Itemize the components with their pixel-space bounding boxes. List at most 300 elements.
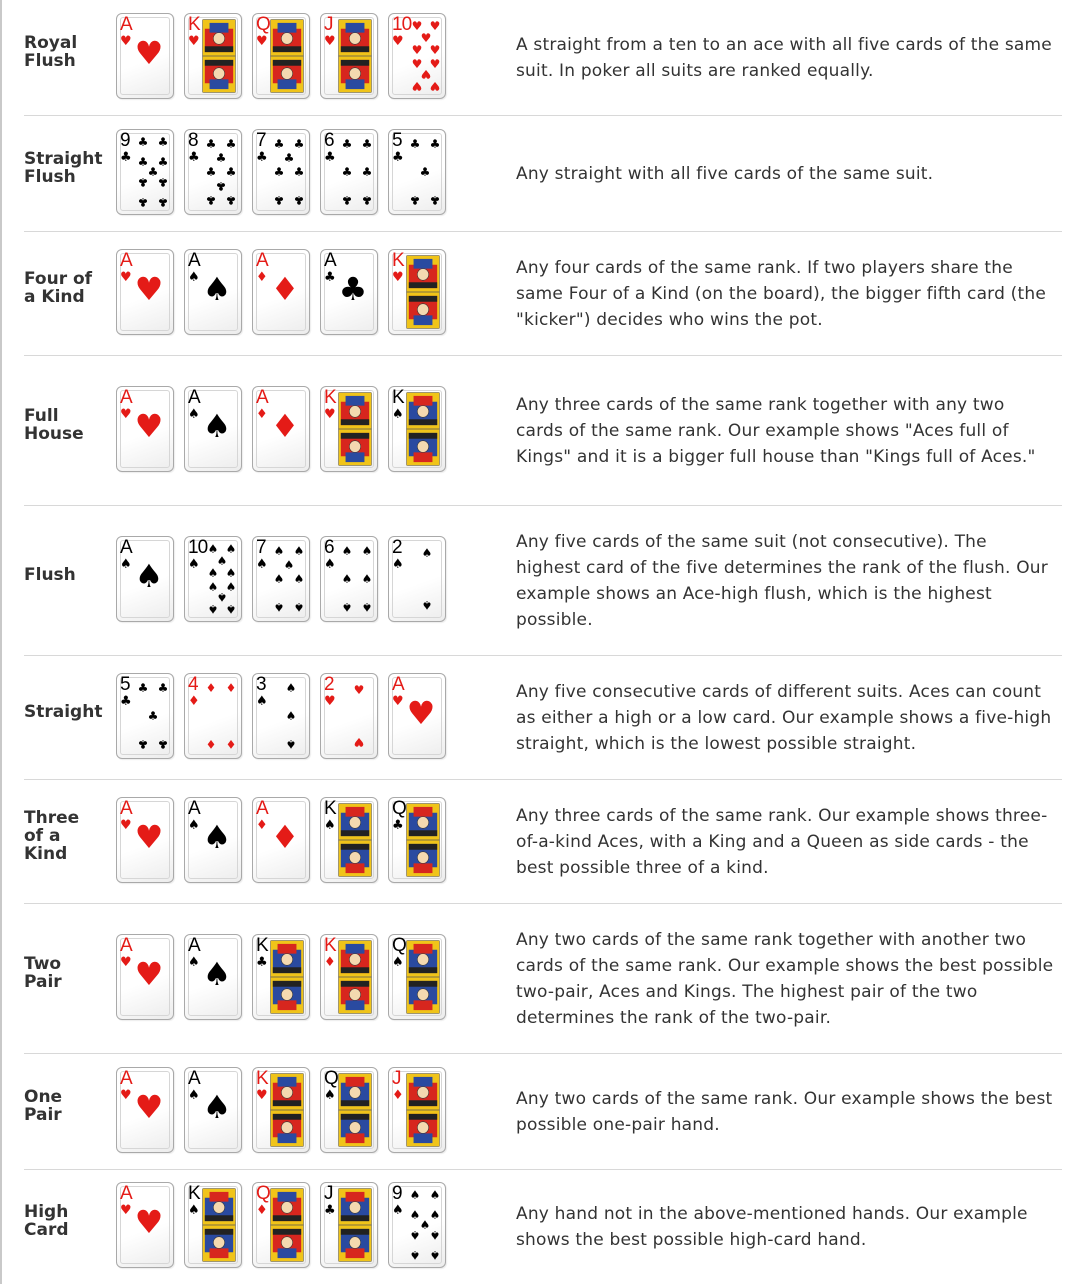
clubs-icon: ♣ xyxy=(293,137,305,151)
hand-name: Two Pair xyxy=(24,954,62,992)
card-rank: 6 xyxy=(324,537,334,558)
card-rank: 3 xyxy=(256,674,266,695)
hearts-icon: ♥ xyxy=(324,694,336,709)
hearts-icon: ♥ xyxy=(411,57,423,71)
playing-card xyxy=(116,536,174,622)
clubs-icon: ♣ xyxy=(419,165,431,179)
spades-icon: ♠ xyxy=(409,1248,421,1262)
face-card-figure xyxy=(270,940,304,1014)
hearts-icon: ♥ xyxy=(392,34,404,49)
playing-card xyxy=(320,386,378,472)
clubs-icon: ♣ xyxy=(409,193,421,207)
playing-card xyxy=(388,249,446,335)
spades-icon: ♠ xyxy=(429,1228,441,1242)
card-rank: J xyxy=(392,1068,401,1089)
card-rank: A xyxy=(120,537,132,558)
hearts-icon: ♥ xyxy=(120,818,132,833)
face-card-figure-icon xyxy=(406,940,440,1014)
clubs-icon: ♣ xyxy=(188,150,200,165)
clubs-icon: ♣ xyxy=(157,737,169,751)
clubs-icon: ♣ xyxy=(429,193,441,207)
spades-icon: ♠ xyxy=(202,818,232,856)
hand-description: Any five consecutive cards of different suits. Aces can count as either a high or a low card. Our example shows a five-high straight, which is the lowest possible straight. xyxy=(516,682,1052,754)
spades-icon: ♠ xyxy=(207,602,219,616)
card-rank: K xyxy=(324,387,336,408)
spades-icon: ♠ xyxy=(188,1203,200,1218)
hearts-icon: ♥ xyxy=(324,34,336,49)
diamonds-icon: ♦ xyxy=(256,818,268,833)
playing-card xyxy=(252,797,310,883)
playing-card xyxy=(320,13,378,99)
playing-card xyxy=(252,129,310,215)
playing-card xyxy=(388,536,446,622)
hearts-icon: ♥ xyxy=(256,34,268,49)
diamonds-icon: ♦ xyxy=(256,407,268,422)
face-card-figure-icon xyxy=(338,940,372,1014)
spades-icon: ♠ xyxy=(285,709,297,723)
clubs-icon: ♣ xyxy=(137,195,149,209)
playing-card xyxy=(388,386,446,472)
spades-icon: ♠ xyxy=(202,407,232,445)
card-rank: Q xyxy=(392,798,406,819)
spades-icon: ♠ xyxy=(409,1228,421,1242)
hand-row xyxy=(24,506,1062,656)
card-rank: K xyxy=(324,798,336,819)
hearts-icon: ♥ xyxy=(353,735,365,749)
diamonds-icon: ♦ xyxy=(256,270,268,285)
card-rank: K xyxy=(392,387,404,408)
playing-card xyxy=(320,673,378,759)
spades-icon: ♠ xyxy=(429,1248,441,1262)
card-rank: 9 xyxy=(392,1183,402,1204)
card-rank: 10 xyxy=(392,14,412,35)
hearts-icon: ♥ xyxy=(120,270,132,285)
clubs-icon: ♣ xyxy=(137,681,149,695)
hand-name: Four of a Kind xyxy=(24,269,93,307)
spades-icon: ♠ xyxy=(421,598,433,612)
clubs-icon: ♣ xyxy=(256,955,268,970)
card-rank: K xyxy=(256,1068,268,1089)
clubs-icon: ♣ xyxy=(273,193,285,207)
hearts-icon: ♥ xyxy=(134,34,164,72)
playing-card xyxy=(320,249,378,335)
hearts-icon: ♥ xyxy=(134,407,164,445)
playing-card xyxy=(388,1182,446,1268)
spades-icon: ♠ xyxy=(225,580,237,594)
playing-card xyxy=(184,536,242,622)
spades-icon: ♠ xyxy=(392,1203,404,1218)
spades-icon: ♠ xyxy=(188,407,200,422)
card-rank: Q xyxy=(256,1183,270,1204)
diamonds-icon: ♦ xyxy=(324,955,336,970)
playing-card xyxy=(184,386,242,472)
playing-card xyxy=(184,1067,242,1153)
playing-card xyxy=(116,1067,174,1153)
spades-icon: ♠ xyxy=(341,572,353,586)
face-card-figure xyxy=(270,1188,304,1262)
clubs-icon: ♣ xyxy=(341,137,353,151)
clubs-icon: ♣ xyxy=(361,137,373,151)
card-rank: A xyxy=(188,798,200,819)
hand-description: Any hand not in the above-mentioned hands. Our example shows the best possible high-card hand. xyxy=(516,1204,1028,1250)
playing-card xyxy=(116,13,174,99)
spades-icon: ♠ xyxy=(361,600,373,614)
spades-icon: ♠ xyxy=(120,557,132,572)
hand-name: High Card xyxy=(24,1202,69,1240)
hearts-icon: ♥ xyxy=(120,1088,132,1103)
hearts-icon: ♥ xyxy=(324,407,336,422)
diamonds-icon: ♦ xyxy=(225,737,237,751)
card-rank: K xyxy=(188,14,200,35)
playing-card xyxy=(252,386,310,472)
card-rank: Q xyxy=(392,935,406,956)
playing-card xyxy=(116,1182,174,1268)
playing-card xyxy=(252,673,310,759)
face-card-figure-icon xyxy=(270,19,304,93)
face-card-figure-icon xyxy=(202,19,236,93)
spades-icon: ♠ xyxy=(188,955,200,970)
card-rank: Q xyxy=(324,1068,338,1089)
playing-card xyxy=(184,934,242,1020)
playing-card xyxy=(388,797,446,883)
card-rank: A xyxy=(392,674,404,695)
clubs-icon: ♣ xyxy=(147,709,159,723)
clubs-icon: ♣ xyxy=(341,165,353,179)
playing-card xyxy=(116,673,174,759)
spades-icon: ♠ xyxy=(225,566,237,580)
playing-card xyxy=(252,13,310,99)
card-rank: J xyxy=(324,14,333,35)
playing-card xyxy=(252,934,310,1020)
spades-icon: ♠ xyxy=(134,557,164,595)
hearts-icon: ♥ xyxy=(134,955,164,993)
clubs-icon: ♣ xyxy=(338,270,368,308)
card-rank: K xyxy=(324,935,336,956)
face-card-figure-icon xyxy=(338,803,372,877)
clubs-icon: ♣ xyxy=(256,150,268,165)
clubs-icon: ♣ xyxy=(392,818,404,833)
clubs-icon: ♣ xyxy=(409,137,421,151)
face-card-figure xyxy=(270,1073,304,1147)
spades-icon: ♠ xyxy=(202,955,232,993)
hand-name: Full House xyxy=(24,406,84,444)
hand-row xyxy=(24,780,1062,904)
hand-row xyxy=(24,904,1062,1054)
playing-card xyxy=(320,1182,378,1268)
spades-icon: ♠ xyxy=(225,542,237,556)
playing-card xyxy=(320,1067,378,1153)
spades-icon: ♠ xyxy=(392,955,404,970)
hearts-icon: ♥ xyxy=(429,57,441,71)
face-card-figure xyxy=(202,19,236,93)
left-border xyxy=(0,0,2,1284)
hand-description: Any five cards of the same suit (not consecutive). The highest card of the five determines the rank of the flush. Our example shows an Ace-high flush, which is the highest possible. xyxy=(516,532,1048,630)
spades-icon: ♠ xyxy=(419,1218,431,1232)
hand-description: Any three cards of the same rank together with any two cards of the same rank. Our example shows "Aces full of Kings" and it is a bigger full house than "Kings full of Aces." xyxy=(516,395,1036,467)
hand-row xyxy=(24,1170,1062,1283)
spades-icon: ♠ xyxy=(392,407,404,422)
clubs-icon: ♣ xyxy=(429,137,441,151)
playing-card xyxy=(320,536,378,622)
spades-icon: ♠ xyxy=(324,557,336,572)
spades-icon: ♠ xyxy=(341,544,353,558)
playing-card xyxy=(320,934,378,1020)
playing-card xyxy=(116,249,174,335)
spades-icon: ♠ xyxy=(256,694,268,709)
hand-row xyxy=(24,0,1062,116)
hand-name: Royal Flush xyxy=(24,33,78,71)
hand-name: One Pair xyxy=(24,1087,63,1125)
diamonds-icon: ♦ xyxy=(270,270,300,308)
playing-card xyxy=(116,386,174,472)
face-card-figure xyxy=(202,1188,236,1262)
diamonds-icon: ♦ xyxy=(205,681,217,695)
clubs-icon: ♣ xyxy=(147,165,159,179)
spades-icon: ♠ xyxy=(188,270,200,285)
face-card-figure xyxy=(338,803,372,877)
clubs-icon: ♣ xyxy=(215,151,227,165)
spades-icon: ♠ xyxy=(409,1208,421,1222)
spades-icon: ♠ xyxy=(429,1208,441,1222)
clubs-icon: ♣ xyxy=(341,193,353,207)
spades-icon: ♠ xyxy=(324,1088,336,1103)
face-card-figure xyxy=(338,392,372,466)
diamonds-icon: ♦ xyxy=(225,681,237,695)
card-rank: A xyxy=(256,250,268,271)
spades-icon: ♠ xyxy=(283,558,295,572)
spades-icon: ♠ xyxy=(207,542,219,556)
clubs-icon: ♣ xyxy=(283,151,295,165)
hearts-icon: ♥ xyxy=(420,31,432,45)
face-card-figure-icon xyxy=(270,1188,304,1262)
face-card-figure xyxy=(406,803,440,877)
diamonds-icon: ♦ xyxy=(392,1088,404,1103)
hand-description: A straight from a ten to an ace with all five cards of the same suit. In poker all suits are ranked equally. xyxy=(516,35,1052,81)
clubs-icon: ♣ xyxy=(205,165,217,179)
spades-icon: ♠ xyxy=(361,572,373,586)
face-card-figure-icon xyxy=(338,19,372,93)
hearts-icon: ♥ xyxy=(429,79,441,93)
hearts-icon: ♥ xyxy=(353,683,365,697)
spades-icon: ♠ xyxy=(324,818,336,833)
spades-icon: ♠ xyxy=(392,557,404,572)
card-rank: A xyxy=(256,798,268,819)
card-rank: K xyxy=(392,250,404,271)
clubs-icon: ♣ xyxy=(392,150,404,165)
clubs-icon: ♣ xyxy=(273,137,285,151)
card-rank: A xyxy=(120,1068,132,1089)
playing-card xyxy=(252,536,310,622)
face-card-figure xyxy=(338,1073,372,1147)
clubs-icon: ♣ xyxy=(361,193,373,207)
hearts-icon: ♥ xyxy=(134,818,164,856)
spades-icon: ♠ xyxy=(273,600,285,614)
card-rank: A xyxy=(120,935,132,956)
card-rank: A xyxy=(120,1183,132,1204)
clubs-icon: ♣ xyxy=(273,165,285,179)
diamonds-icon: ♦ xyxy=(205,737,217,751)
hand-row xyxy=(24,656,1062,780)
spades-icon: ♠ xyxy=(225,602,237,616)
hearts-icon: ♥ xyxy=(120,1203,132,1218)
card-rank: 5 xyxy=(392,130,402,151)
playing-card xyxy=(184,797,242,883)
clubs-icon: ♣ xyxy=(157,135,169,149)
diamonds-icon: ♦ xyxy=(188,694,200,709)
hearts-icon: ♥ xyxy=(411,43,423,57)
hearts-icon: ♥ xyxy=(134,1203,164,1241)
card-rank: 4 xyxy=(188,674,198,695)
face-card-figure-icon xyxy=(406,255,440,329)
hand-description: Any three cards of the same rank. Our example shows three-of-a-kind Aces, with a King and a Queen as side cards - the best possible three of a kind. xyxy=(516,806,1048,878)
face-card-figure xyxy=(270,19,304,93)
spades-icon: ♠ xyxy=(216,554,228,568)
playing-card xyxy=(184,249,242,335)
playing-card xyxy=(184,129,242,215)
spades-icon: ♠ xyxy=(293,600,305,614)
clubs-icon: ♣ xyxy=(215,179,227,193)
card-rank: A xyxy=(188,387,200,408)
playing-card xyxy=(252,249,310,335)
clubs-icon: ♣ xyxy=(120,694,132,709)
face-card-figure-icon xyxy=(406,1073,440,1147)
playing-card xyxy=(320,797,378,883)
face-card-figure xyxy=(338,1188,372,1262)
face-card-figure-icon xyxy=(270,940,304,1014)
face-card-figure xyxy=(338,940,372,1014)
diamonds-icon: ♦ xyxy=(270,818,300,856)
hearts-icon: ♥ xyxy=(134,270,164,308)
hearts-icon: ♥ xyxy=(406,694,436,732)
hand-name: Flush xyxy=(24,565,76,585)
clubs-icon: ♣ xyxy=(225,137,237,151)
card-rank: 7 xyxy=(256,130,266,151)
card-rank: 8 xyxy=(188,130,198,151)
spades-icon: ♠ xyxy=(285,681,297,695)
card-rank: 2 xyxy=(392,537,402,558)
spades-icon: ♠ xyxy=(293,544,305,558)
spades-icon: ♠ xyxy=(256,557,268,572)
spades-icon: ♠ xyxy=(429,1188,441,1202)
clubs-icon: ♣ xyxy=(157,195,169,209)
card-rank: A xyxy=(188,935,200,956)
card-rank: A xyxy=(324,250,336,271)
face-card-figure-icon xyxy=(202,1188,236,1262)
clubs-icon: ♣ xyxy=(324,270,336,285)
hand-name: Three of a Kind xyxy=(24,808,80,864)
spades-icon: ♠ xyxy=(202,1088,232,1126)
spades-icon: ♠ xyxy=(216,590,228,604)
spades-icon: ♠ xyxy=(285,737,297,751)
card-rank: 10 xyxy=(188,537,208,558)
hearts-icon: ♥ xyxy=(120,34,132,49)
card-rank: A xyxy=(120,250,132,271)
clubs-icon: ♣ xyxy=(137,135,149,149)
spades-icon: ♠ xyxy=(409,1188,421,1202)
face-card-figure-icon xyxy=(406,803,440,877)
clubs-icon: ♣ xyxy=(324,1203,336,1218)
clubs-icon: ♣ xyxy=(293,193,305,207)
playing-card xyxy=(388,934,446,1020)
face-card-figure-icon xyxy=(406,392,440,466)
card-rank: 5 xyxy=(120,674,130,695)
playing-card xyxy=(252,1182,310,1268)
card-rank: K xyxy=(256,935,268,956)
hearts-icon: ♥ xyxy=(120,955,132,970)
face-card-figure xyxy=(406,255,440,329)
playing-card xyxy=(116,934,174,1020)
playing-card xyxy=(184,673,242,759)
hand-row xyxy=(24,1054,1062,1170)
clubs-icon: ♣ xyxy=(157,155,169,169)
hand-row xyxy=(24,356,1062,506)
clubs-icon: ♣ xyxy=(120,150,132,165)
clubs-icon: ♣ xyxy=(205,193,217,207)
hand-description: Any four cards of the same rank. If two players share the same Four of a Kind (on the board), the bigger fifth card (the "kicker") decides who wins the pot. xyxy=(516,258,1047,330)
clubs-icon: ♣ xyxy=(361,165,373,179)
playing-card xyxy=(388,673,446,759)
spades-icon: ♠ xyxy=(273,572,285,586)
hand-name: Straight Flush xyxy=(24,149,103,187)
hearts-icon: ♥ xyxy=(256,1088,268,1103)
clubs-icon: ♣ xyxy=(157,681,169,695)
card-rank: A xyxy=(120,798,132,819)
playing-card xyxy=(388,13,446,99)
hearts-icon: ♥ xyxy=(188,34,200,49)
hand-description: Any straight with all five cards of the same suit. xyxy=(516,164,934,184)
hand-name: Straight xyxy=(24,702,103,722)
spades-icon: ♠ xyxy=(273,544,285,558)
playing-card xyxy=(184,13,242,99)
card-rank: 7 xyxy=(256,537,266,558)
clubs-icon: ♣ xyxy=(324,150,336,165)
clubs-icon: ♣ xyxy=(293,165,305,179)
clubs-icon: ♣ xyxy=(157,175,169,189)
card-rank: A xyxy=(120,387,132,408)
spades-icon: ♠ xyxy=(188,557,200,572)
spades-icon: ♠ xyxy=(207,566,219,580)
clubs-icon: ♣ xyxy=(137,175,149,189)
spades-icon: ♠ xyxy=(293,572,305,586)
card-rank: 2 xyxy=(324,674,334,695)
face-card-figure xyxy=(406,1073,440,1147)
clubs-icon: ♣ xyxy=(137,155,149,169)
clubs-icon: ♣ xyxy=(205,137,217,151)
card-rank: 9 xyxy=(120,130,130,151)
hearts-icon: ♥ xyxy=(392,694,404,709)
hearts-icon: ♥ xyxy=(420,67,432,81)
hearts-icon: ♥ xyxy=(429,43,441,57)
clubs-icon: ♣ xyxy=(225,193,237,207)
clubs-icon: ♣ xyxy=(137,737,149,751)
face-card-figure-icon xyxy=(338,1188,372,1262)
playing-card xyxy=(252,1067,310,1153)
hearts-icon: ♥ xyxy=(134,1088,164,1126)
card-rank: Q xyxy=(256,14,270,35)
card-rank: K xyxy=(188,1183,200,1204)
playing-card xyxy=(116,129,174,215)
face-card-figure-icon xyxy=(270,1073,304,1147)
diamonds-icon: ♦ xyxy=(256,1203,268,1218)
card-rank: 6 xyxy=(324,130,334,151)
spades-icon: ♠ xyxy=(361,544,373,558)
diamonds-icon: ♦ xyxy=(270,407,300,445)
spades-icon: ♠ xyxy=(341,600,353,614)
card-rank: A xyxy=(120,14,132,35)
face-card-figure xyxy=(406,392,440,466)
spades-icon: ♠ xyxy=(207,580,219,594)
face-card-figure xyxy=(406,940,440,1014)
